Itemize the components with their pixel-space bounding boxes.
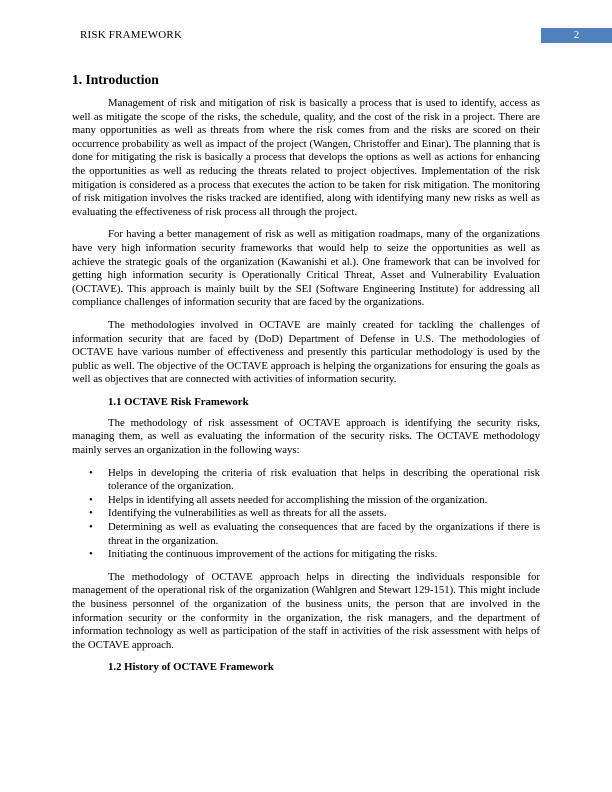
page-number: 2 — [541, 28, 612, 43]
list-item-text: Helps in developing the criteria of risk evaluation that helps in describing the operational risk tolerance of the organization. — [108, 466, 540, 493]
running-head: RISK FRAMEWORK — [80, 29, 183, 41]
body-paragraph: The methodology of OCTAVE approach helps in directing the individuals responsible for management of the operational risk of the organization (Wahlgren and Stewart 129-151). This might include the business personnel of the organization of the business units, the person that are involved in the information security or the conformity in the organization, the risk managers, and the department of information technology as well as participation of the staff in activities of the risk assessment with helps of the OCTAVE approach. — [72, 570, 540, 651]
bullet-icon: • — [89, 521, 93, 534]
document-body — [72, 72, 540, 682]
list-item — [72, 507, 540, 521]
list-item-text: Initiating the continuous improvement of the actions for mitigating the risks. — [108, 548, 438, 561]
subsection-heading-history: 1.2 History of OCTAVE Framework — [108, 661, 274, 674]
bullet-list — [72, 467, 540, 562]
list-item — [72, 548, 540, 562]
body-paragraph: Management of risk and mitigation of risk is basically a process that is used to identify, access as well as mitigate the scope of the risks, the schedule, quality, and the cost of the risk in a project. There are many opportunities as well as threats from where the risk comes from and the risks are scored on their occurrence probability as well as impact of the project (Wangen, Christoffer and Einar). The planning that is done for mitigating the risk is basically a process that develops the options as well as actions for enhancing the opportunities as well as reducing the threats related to project objectives. Implementation of the risk mitigation is considered as a process that executes the action to be taken for risk mitigation. The monitoring of risk mitigation involves the risks tracked are identified, along with identifying many new risks as well as evaluating the effectiveness of risk process all through the project. — [72, 97, 540, 218]
list-item-text: Identifying the vulnerabilities as well as threats for all the assets. — [108, 507, 387, 520]
bullet-icon: • — [89, 493, 93, 506]
subsection-heading-octave-risk-framework: 1.1 OCTAVE Risk Framework — [108, 395, 249, 408]
list-item — [72, 521, 540, 548]
list-item — [72, 467, 540, 494]
bullet-icon: • — [89, 548, 93, 561]
bullet-icon: • — [89, 507, 93, 520]
section-heading-introduction: 1. Introduction — [72, 72, 159, 87]
body-paragraph: For having a better management of risk as well as mitigation roadmaps, many of the organizations have very high information security frameworks that would help to seize the opportunities as well as achieve the strategic goals of the organization (Kawanishi et al.). One framework that can be involved for getting high information security is Operationally Critical Threat, Asset and Vulnerability Evaluation (OCTAVE). This approach is mainly built by the SEI (Software Engineering Institute) for addressing all compliance challenges of information security that are faced by the organizations. — [72, 228, 540, 309]
body-paragraph: The methodology of risk assessment of OCTAVE approach is identifying the security risks, managing them, as well as evaluating the information of the security risks. The OCTAVE methodology mainly serves an organization in the following ways: — [72, 416, 540, 457]
bullet-icon: • — [89, 466, 93, 479]
body-paragraph: The methodologies involved in OCTAVE are mainly created for tackling the challenges of information security that are faced by (DoD) Department of Defense in U.S. The methodologies of OCTAVE have various number of effectiveness and presently this particular methodology is used by the public as well. The objective of the OCTAVE approach is helping the organizations for ensuring the goals as well as objectives that are connected with activities of information security. — [72, 318, 540, 386]
list-item-text: Helps in identifying all assets needed for accomplishing the mission of the organization. — [108, 493, 488, 506]
list-item — [72, 494, 540, 508]
list-item-text: Determining as well as evaluating the consequences that are faced by the organizations if there is threat in the organization. — [108, 521, 540, 547]
